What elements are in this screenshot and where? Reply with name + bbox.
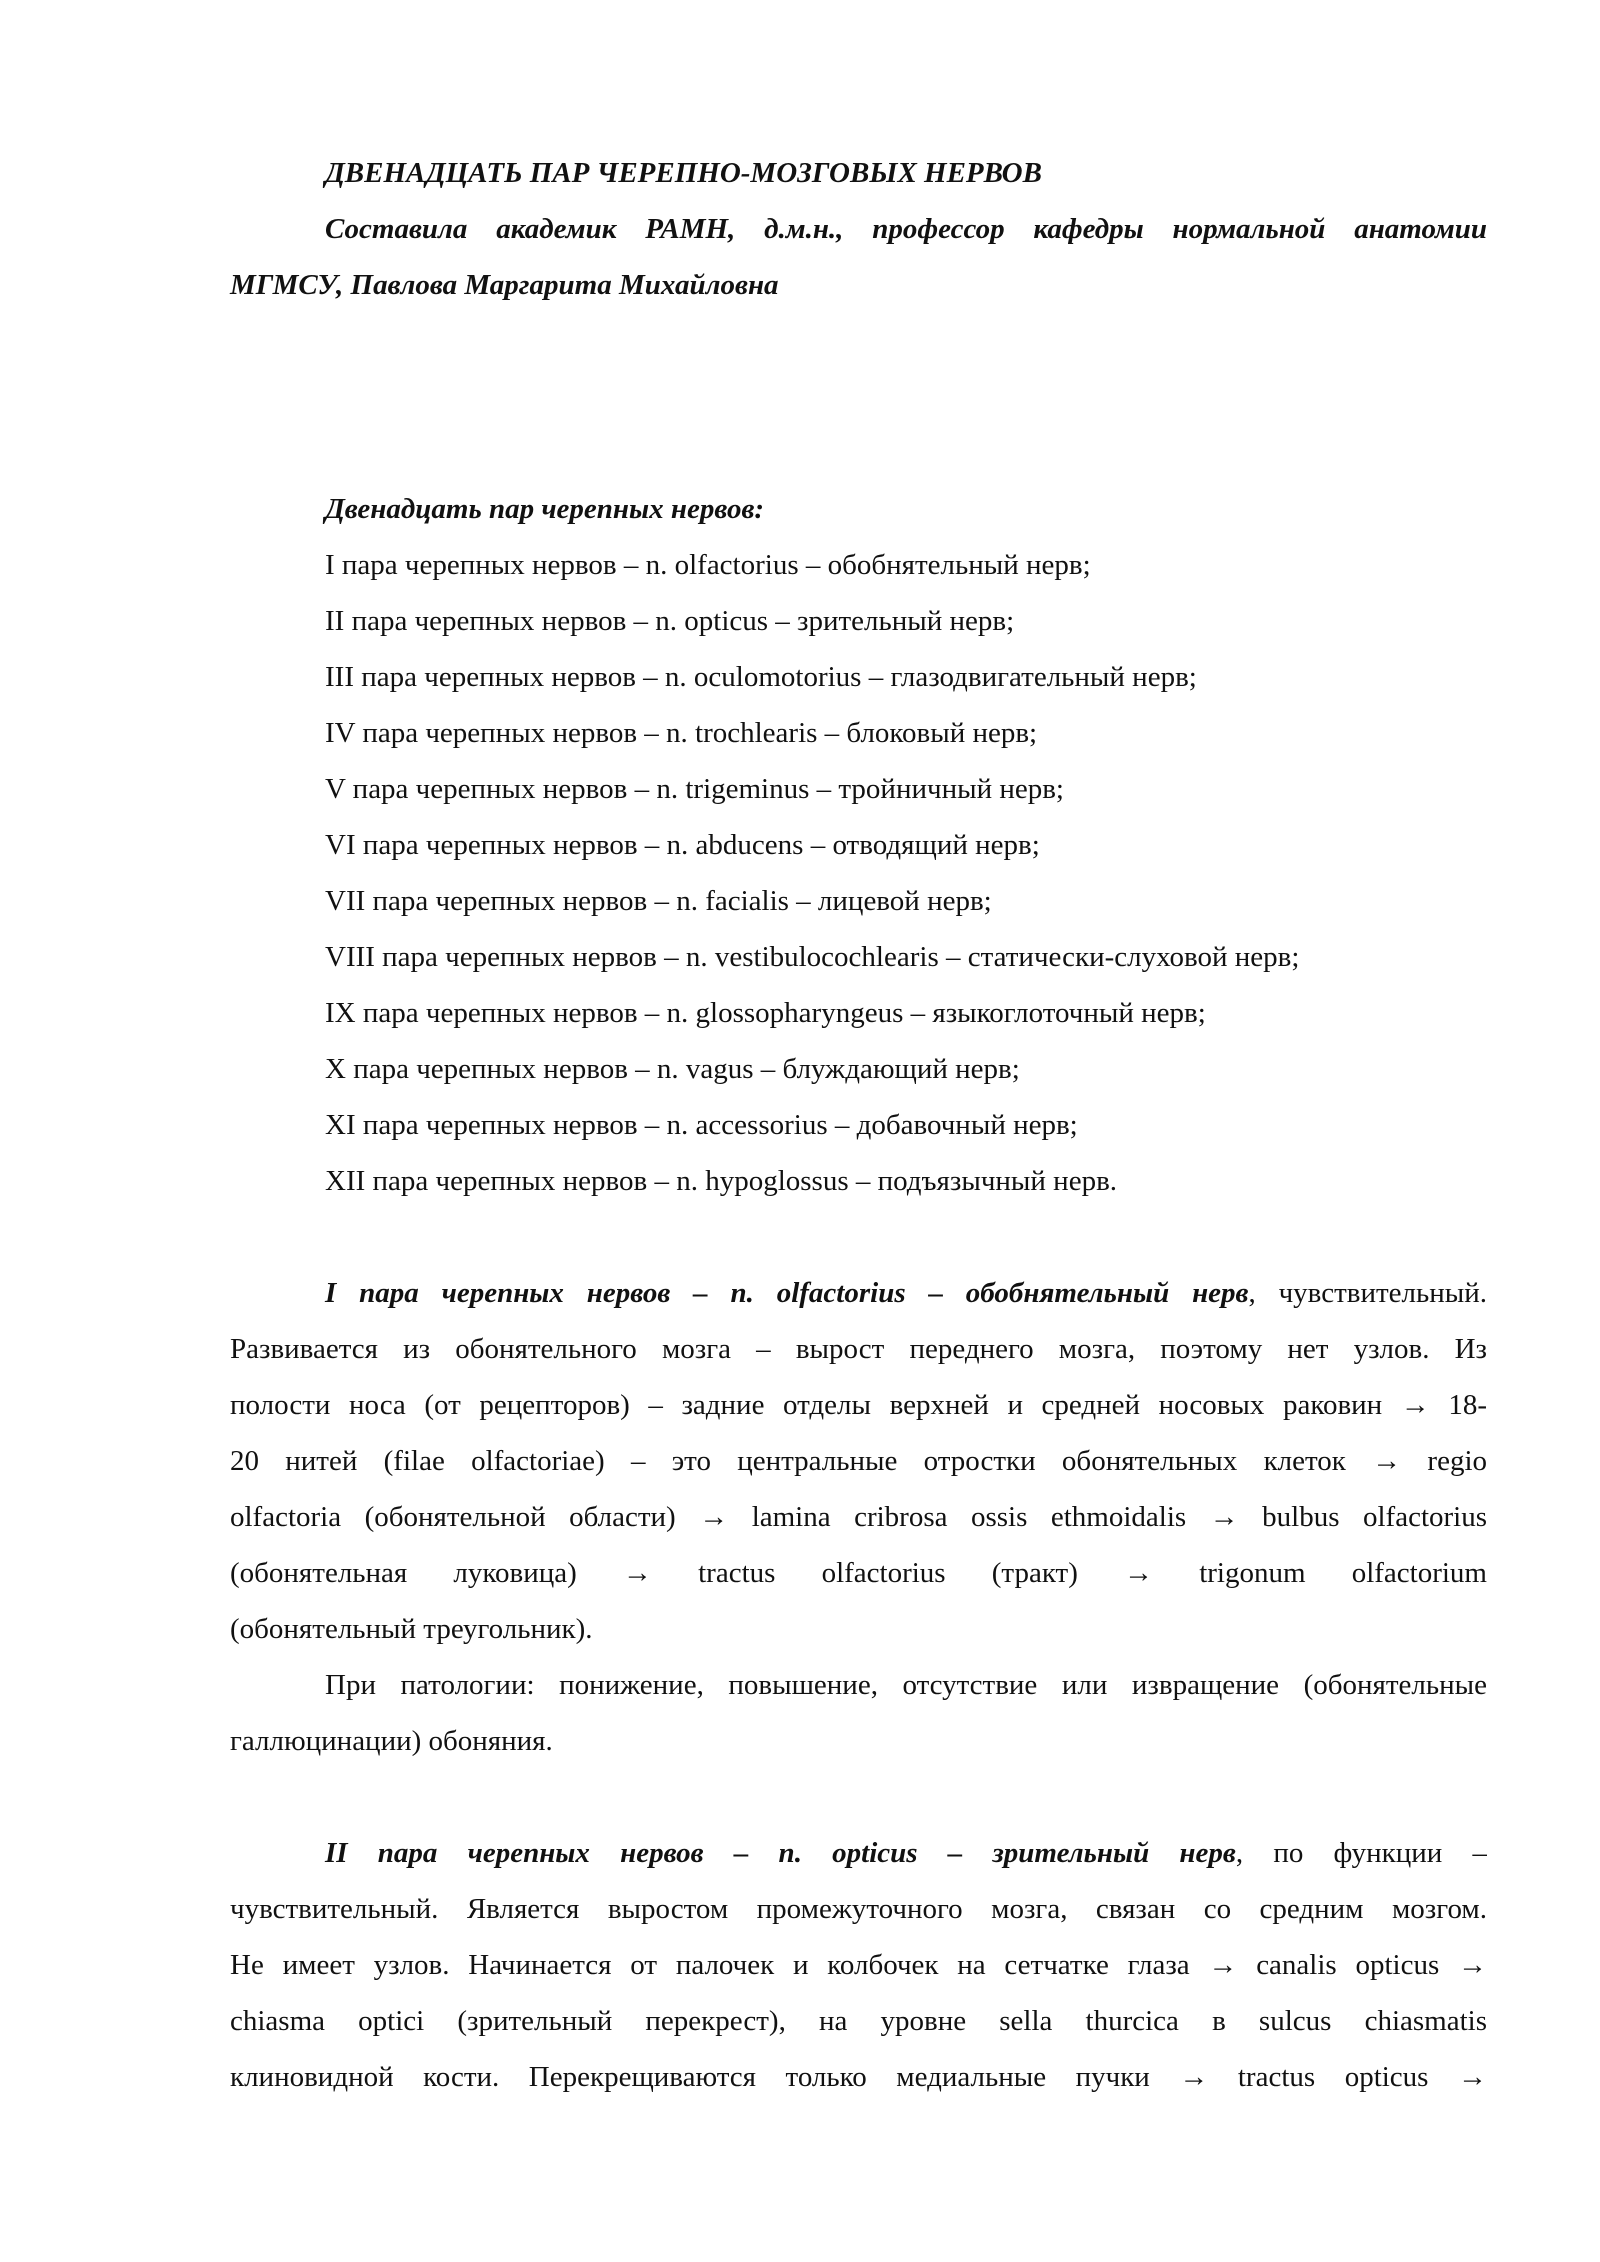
list-item: I пара черепных нервов – n. olfactorius – обобнятельный нерв;	[325, 549, 1091, 581]
paragraph-line: 20 нитей (filae olfactoriae) – это центральные отростки обонятельных клеток → regio	[230, 1445, 1487, 1477]
list-item: VIII пара черепных нервов – n. vestibulocochlearis – статически-слуховой нерв;	[325, 941, 1300, 973]
document-title: ДВЕНАДЦАТЬ ПАР ЧЕРЕПНО-МОЗГОВЫХ НЕРВОВ	[325, 157, 1042, 189]
list-heading: Двенадцать пар черепных нервов:	[325, 493, 765, 525]
paragraph-line: галлюцинации) обоняния.	[230, 1725, 553, 1757]
paragraph-line: (обонятельная луковица) → tractus olfactorius (тракт) → trigonum olfactorium	[230, 1557, 1487, 1589]
spacer	[230, 425, 1487, 481]
spacer	[230, 313, 1487, 425]
list-item: VII пара черепных нервов – n. facialis – лицевой нерв;	[325, 885, 992, 917]
section-olfactorius	[230, 1265, 1487, 1769]
list-item: XII пара черепных нервов – n. hypoglossus – подъязычный нерв.	[325, 1165, 1118, 1197]
paragraph-line: Развивается из обонятельного мозга – вырост переднего мозга, поэтому нет узлов. Из	[230, 1333, 1487, 1365]
list-item: IX пара черепных нервов – n. glossopharyngeus – языкоглоточный нерв;	[325, 997, 1206, 1029]
paragraph-line: olfactoria (обонятельной области) → lamina cribrosa ossis ethmoidalis → bulbus olfactorius	[230, 1501, 1487, 1533]
paragraph-line: (обонятельный треугольник).	[230, 1613, 593, 1645]
section-heading: I пара черепных нервов – n. olfactorius – обобнятельный нерв	[325, 1277, 1249, 1309]
spacer	[230, 1209, 1487, 1265]
author-line-2: МГМСУ, Павлова Маргарита Михайловна	[230, 269, 779, 301]
paragraph-line	[230, 1265, 1487, 1321]
section-opticus	[230, 1825, 1487, 2105]
nerve-list	[230, 537, 1487, 1209]
list-item: IV пара черепных нервов – n. trochlearis – блоковый нерв;	[325, 717, 1038, 749]
paragraph-text: , по функции –	[1235, 1837, 1487, 1869]
author-line-1: Составила академик РАМН, д.м.н., профессор кафедры нормальной анатомии	[325, 213, 1487, 245]
paragraph-line: клиновидной кости. Перекрещиваются только медиальные пучки → tractus opticus →	[230, 2061, 1487, 2093]
paragraph-line: Не имеет узлов. Начинается от палочек и колбочек на сетчатке глаза → canalis opticus →	[230, 1949, 1487, 1981]
paragraph-line	[230, 1825, 1487, 1881]
list-item: VI пара черепных нервов – n. abducens – отводящий нерв;	[325, 829, 1040, 861]
list-item: III пара черепных нервов – n. oculomotorius – глазодвигательный нерв;	[325, 661, 1197, 693]
list-item: II пара черепных нервов – n. opticus – зрительный нерв;	[325, 605, 1015, 637]
list-item: XI пара черепных нервов – n. accessorius – добавочный нерв;	[325, 1109, 1078, 1141]
list-item: X пара черепных нервов – n. vagus – блуждающий нерв;	[325, 1053, 1020, 1085]
list-item: V пара черепных нервов – n. trigeminus – тройничный нерв;	[325, 773, 1064, 805]
document-page	[230, 145, 1487, 2105]
spacer	[230, 1769, 1487, 1825]
paragraph-line: chiasma optici (зрительный перекрест), на уровне sella thurcica в sulcus chiasmatis	[230, 2005, 1487, 2037]
paragraph-line: При патологии: понижение, повышение, отсутствие или извращение (обонятельные	[325, 1669, 1487, 1701]
section-heading: II пара черепных нервов – n. opticus – зрительный нерв	[325, 1837, 1236, 1869]
paragraph-line: полости носа (от рецепторов) – задние отделы верхней и средней носовых раковин → 18-	[230, 1389, 1487, 1421]
paragraph-text: , чувствительный.	[1248, 1277, 1487, 1309]
paragraph-line: чувствительный. Является выростом промежуточного мозга, связан со средним мозгом.	[230, 1893, 1487, 1925]
